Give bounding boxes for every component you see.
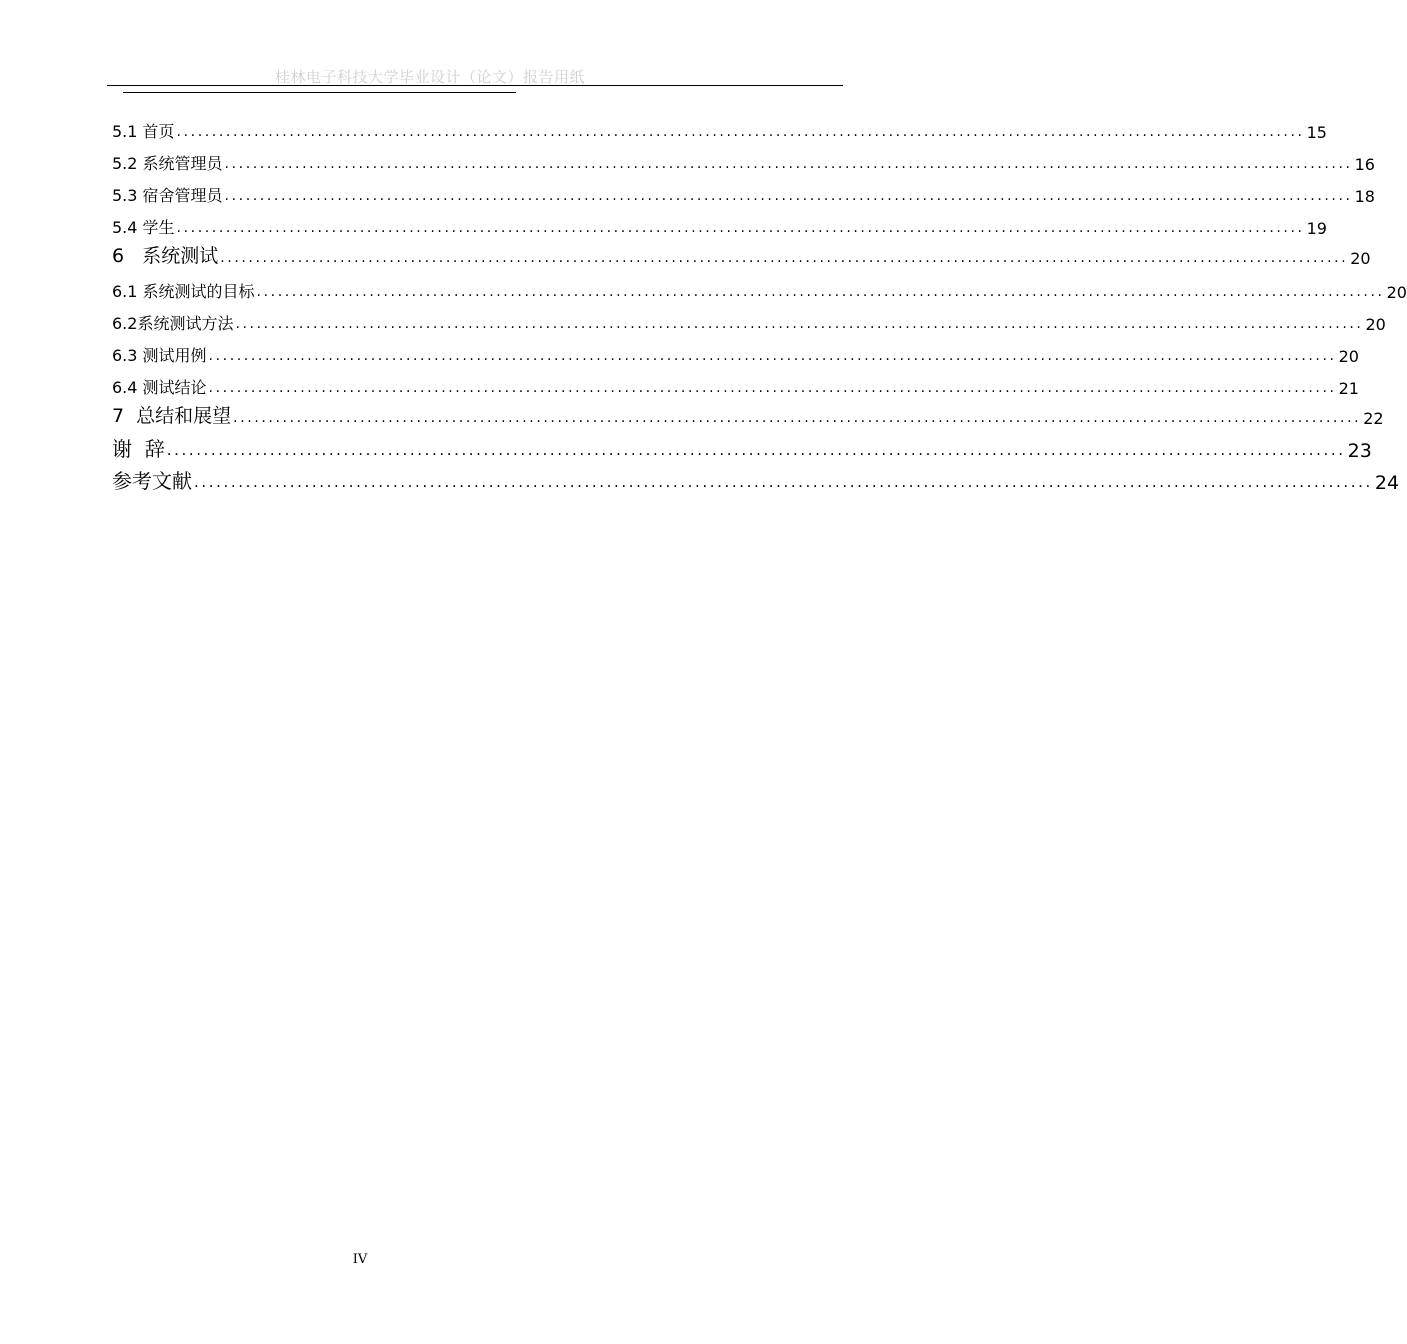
- toc-entry-title: 6.4 测试结论: [112, 378, 207, 397]
- toc-entry-title: 6.1 系统测试的目标: [112, 282, 255, 301]
- toc-entry-title: 5.4 学生: [112, 218, 175, 237]
- toc-entry-title: 6.3 测试用例: [112, 346, 207, 365]
- header-rule: [107, 85, 843, 86]
- toc-entry[interactable]: [112, 244, 1371, 268]
- toc-entry-page: 20: [1386, 283, 1407, 302]
- toc-entry[interactable]: [112, 468, 1400, 494]
- toc-entry-page: 15: [1306, 123, 1327, 142]
- toc-entry[interactable]: [112, 118, 1327, 142]
- toc-entry-title: 5.2 系统管理员: [112, 154, 223, 173]
- toc-entry-page: 20: [1365, 315, 1386, 334]
- toc-entry-page: 24: [1374, 472, 1400, 494]
- toc-entry-page: 16: [1354, 155, 1375, 174]
- toc-entry[interactable]: [112, 150, 1375, 174]
- toc-leader-dots: ................................................................................................................................................................: [224, 188, 1353, 204]
- toc-entry-title: 参考文献: [112, 469, 192, 493]
- toc-entry[interactable]: [112, 404, 1384, 428]
- toc-leader-dots: ................................................................................................................................................................: [194, 473, 1373, 491]
- toc-leader-dots: ................................................................................................................................................................: [208, 348, 1337, 364]
- toc-entry-page: 22: [1363, 409, 1384, 428]
- toc-leader-dots: ................................................................................................................................................................: [208, 380, 1337, 396]
- toc-leader-dots: ................................................................................................................................................................: [233, 410, 1362, 426]
- toc-entry-title: 5.1 首页: [112, 122, 175, 141]
- page-header-title: 桂林电子科技大学毕业设计（论文）报告用纸: [274, 68, 585, 86]
- toc-entry-page: 23: [1347, 440, 1372, 462]
- toc-leader-dots: ................................................................................................................................................................: [224, 156, 1353, 172]
- toc-leader-dots: ................................................................................................................................................................: [256, 284, 1385, 300]
- toc-entry[interactable]: [112, 310, 1386, 334]
- header-rule-secondary: [123, 92, 516, 93]
- toc-entry[interactable]: [112, 436, 1372, 462]
- toc-entry-title: 谢 辞: [112, 437, 165, 461]
- toc-entry[interactable]: [112, 214, 1327, 238]
- toc-entry-title: 6.2系统测试方法: [112, 314, 234, 333]
- toc-entry-page: 18: [1354, 187, 1375, 206]
- toc-entry[interactable]: [112, 342, 1359, 366]
- toc-entry-title: 6 系统测试: [112, 245, 219, 267]
- toc-entry-page: 21: [1338, 379, 1359, 398]
- toc-entry-page: 19: [1306, 219, 1327, 238]
- page-number: IV: [352, 1252, 368, 1267]
- toc-leader-dots: ................................................................................................................................................................: [176, 220, 1305, 236]
- toc-leader-dots: ................................................................................................................................................................: [176, 124, 1305, 140]
- toc-entry[interactable]: [112, 278, 1407, 302]
- toc-leader-dots: ................................................................................................................................................................: [166, 441, 1346, 459]
- toc-entry-title: 5.3 宿舍管理员: [112, 186, 223, 205]
- toc-entry-title: 7 总结和展望: [112, 405, 232, 427]
- toc-leader-dots: ................................................................................................................................................................: [220, 250, 1349, 266]
- toc-entry[interactable]: [112, 182, 1375, 206]
- toc-entry-page: 20: [1350, 249, 1371, 268]
- toc-leader-dots: ................................................................................................................................................................: [235, 316, 1364, 332]
- toc-entry-page: 20: [1338, 347, 1359, 366]
- toc-entry[interactable]: [112, 374, 1359, 398]
